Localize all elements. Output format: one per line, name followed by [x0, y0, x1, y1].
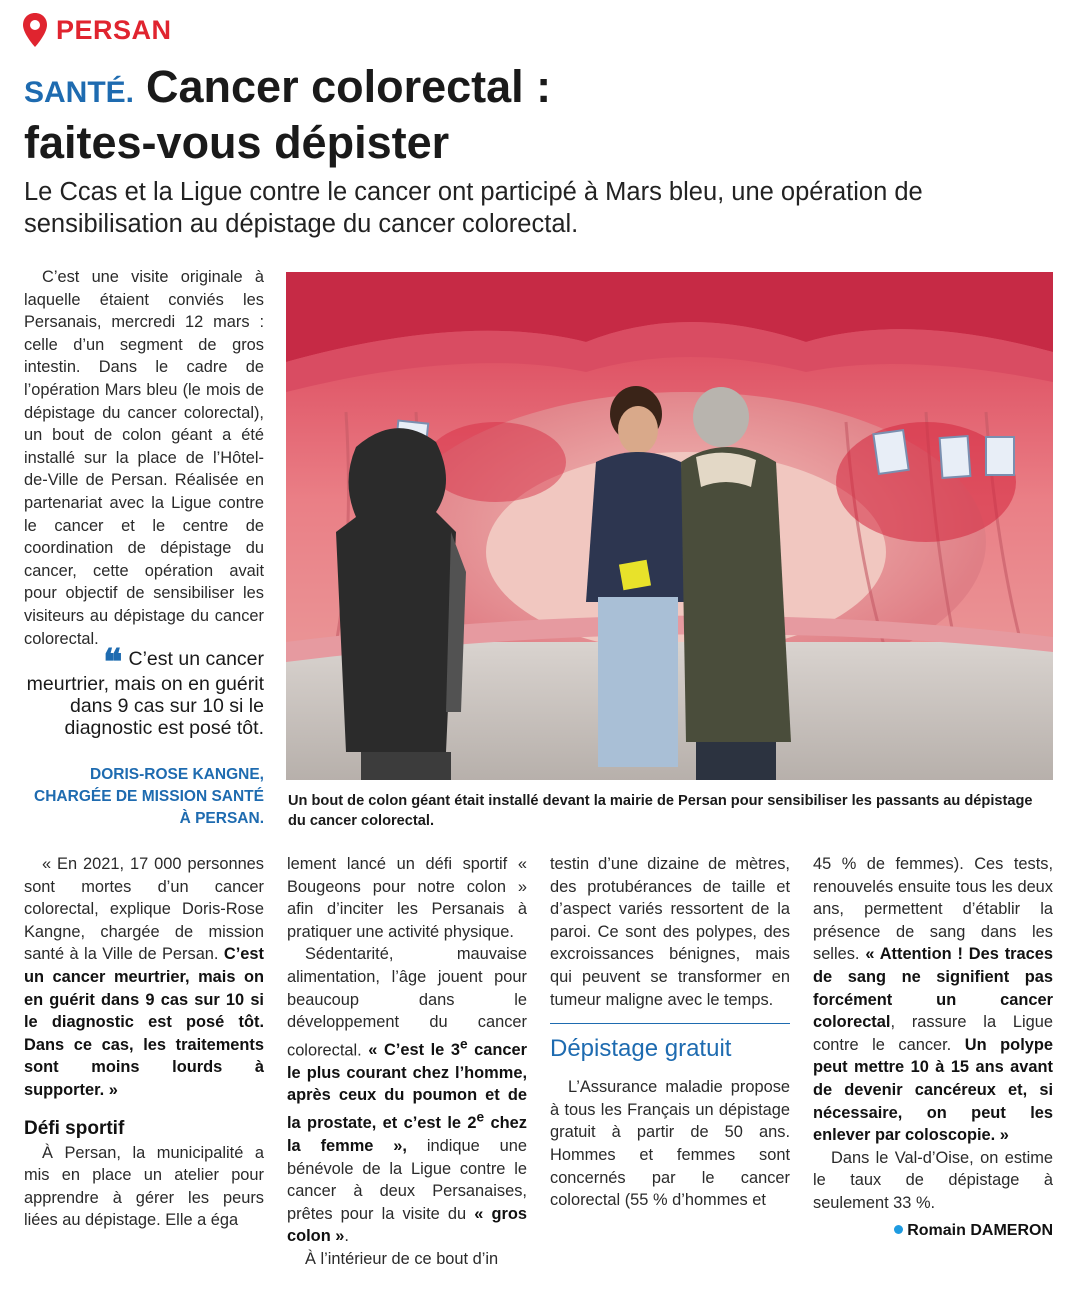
body-column-3 — [550, 853, 790, 1212]
pull-quote — [24, 641, 264, 739]
subhead-defi-sportif: Défi sportif — [24, 1117, 125, 1139]
body-paragraph: À l’intérieur de ce bout d’in — [305, 1250, 499, 1269]
body-paragraph: lement lancé un défi sportif « Bougeons pour notre colon » afin d’inciter les Persanais à pratiquer une activité physique. — [287, 855, 527, 941]
quote-emphasis: « gros colon » — [287, 1204, 527, 1246]
quote-author-place: À PERSAN. — [179, 810, 264, 827]
intro-text: C’est une visite originale à laquelle étaient conviés les Persanais, mercredi 12 mars : celle d’un segment de gros intestin. Dans le cadre de l’opération Mars bleu (le mois de dépistage du cancer colorectal), un bout de colon géant a été installé sur la place de l’Hôtel-de-Ville de Persan. Réalisée en partenariat avec la Ligue contre le cancer et le centre de coordination de dépistage du cancer, cette opération avait pour objectif de sensibiliser les visiteurs au dépistage du cancer colorectal. — [24, 268, 264, 648]
body-column-1 — [24, 853, 264, 1232]
photo-caption: Un bout de colon géant était installé devant la mairie de Persan pour sensibiliser les passants au dépistage du cancer colorectal. — [288, 793, 1033, 829]
quote-part: chez la femme », — [287, 1114, 527, 1156]
paragraph-text: indique une bénévole de la Ligue contre le cancer à deux Persanaises, prêtes pour la visite du — [287, 1137, 528, 1223]
quote-part: cancer le plus courant chez l’homme, après ceux du poumon et de la prostate, et c’est le 2 — [287, 1041, 527, 1133]
body-paragraph: Dans le Val-d’Oise, on estime le taux de dépistage à seulement 33 %. — [813, 1148, 1053, 1212]
author-name: Romain DAMERON — [907, 1221, 1053, 1239]
headline-kicker: SANTÉ. — [24, 76, 135, 109]
headline-title-part-1: Cancer colorectal : — [146, 61, 552, 112]
colon-installation-photo — [286, 272, 1053, 780]
paragraph-text: , rassure la Ligue contre le cancer. — [813, 1013, 1053, 1054]
section-city: PERSAN — [56, 14, 172, 45]
pull-quote-author — [24, 764, 264, 830]
pull-quote-text: C’est un cancer meurtrier, mais on en guérit dans 9 cas sur 10 si le diagnostic est posé tôt. — [26, 648, 264, 739]
quote-part: « C’est le 3 — [368, 1041, 460, 1060]
ordinal-suffix: e — [476, 1110, 485, 1125]
location-pin-icon — [22, 12, 48, 48]
body-paragraph — [24, 853, 264, 1102]
body-paragraph: testin d’une dizaine de mètres, des protubérances de taille et d’aspect variés ressortent de la paroi. Ce sont des polypes, des excroissances bénignes, mais qui peuvent se transformer en tumeur maligne avec le temps. — [550, 855, 790, 1009]
body-paragraph: L’Assurance maladie propose à tous les Français un dépistage gratuit à partir de 50 ans. Hommes et femmes sont concernés par le cancer colorectal (55 % d’hommes et — [550, 1078, 790, 1210]
body-paragraph — [813, 853, 1053, 1147]
paragraph-text: . — [344, 1227, 349, 1246]
bullet-dot-icon — [894, 1225, 903, 1234]
quote-author-name: DORIS-ROSE KANGNE, — [90, 766, 264, 783]
quote-emphasis: C’est un cancer meurtrier, mais on en guérit dans 9 cas sur 10 si le diagnostic est posé tôt. Dans ce cas, les traitements sont moins lourds à supporter. » — [24, 945, 264, 1099]
body-column-4 — [813, 853, 1053, 1243]
headline-line-1 — [24, 62, 1074, 118]
quote-emphasis: Un polype peut mettre 10 à 15 ans avant de devenir cancéreux et, si nécessaire, on peut les enlever par coloscopie. » — [813, 1035, 1053, 1145]
quote-mark-icon: ❝ — [103, 641, 123, 683]
standfirst: Le Ccas et la Ligue contre le cancer ont participé à Mars bleu, une opération de sensibilisation au dépistage du cancer colorectal. — [24, 178, 923, 238]
headline-title-part-2: faites-vous dépister — [24, 117, 450, 168]
paragraph-text: Sédentarité, mauvaise alimentation, l’âge jouent pour beaucoup dans le développement du cancer colorectal. — [287, 945, 527, 1060]
intro-paragraph — [24, 266, 264, 650]
article-photo — [286, 272, 1053, 780]
quote-author-role: CHARGÉE DE MISSION SANTÉ — [34, 788, 264, 805]
ordinal-suffix: e — [459, 1036, 468, 1052]
body-column-2 — [287, 853, 527, 1271]
paragraph-text: 45 % de femmes). Ces tests, renouvelés ensuite tous les deux ans, permettent d’établir la présence de sang dans les selles. — [813, 855, 1053, 964]
section-divider — [550, 1023, 790, 1024]
byline — [813, 1219, 1053, 1243]
paragraph-text: « En 2021, 17 000 personnes sont mortes d’un cancer colorectal, explique Doris-Rose Kangne, chargée de mission santé à la Ville de Persan. — [24, 855, 264, 964]
body-paragraph: À Persan, la municipalité a mis en place un atelier pour apprendre à gérer les peurs liées au dépistage. Elle a éga — [24, 1143, 264, 1230]
subhead-depistage-gratuit: Dépistage gratuit — [550, 1035, 732, 1063]
headline — [24, 62, 1074, 168]
body-paragraph — [287, 943, 527, 1248]
section-header — [22, 10, 172, 50]
quote-emphasis: « Attention ! Des traces de sang ne signifient pas forcément un cancer colorectal — [813, 945, 1054, 1032]
